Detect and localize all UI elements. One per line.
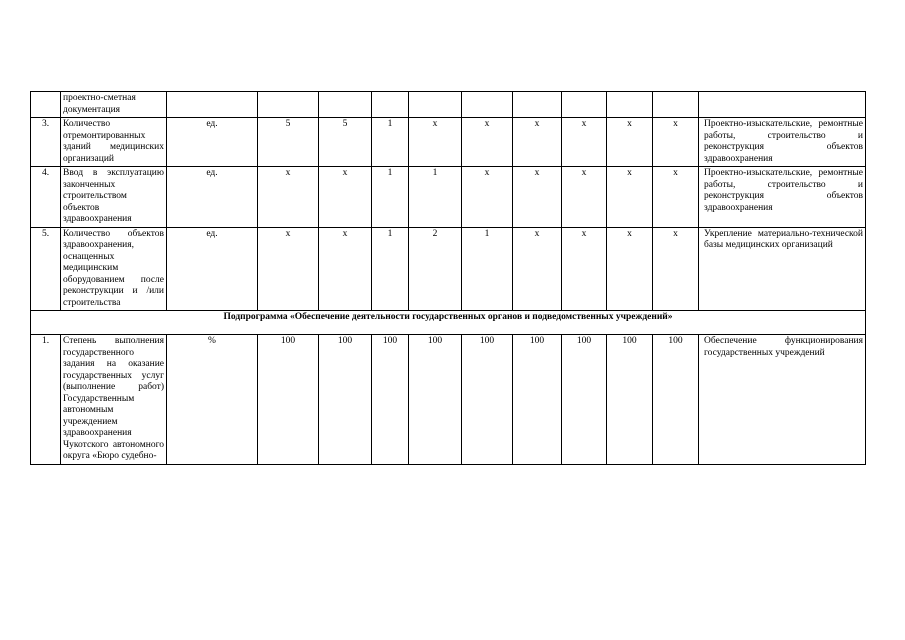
value-cell: х (513, 227, 562, 311)
value-cell (258, 92, 319, 118)
value-cell: х (607, 227, 653, 311)
value-cell: 100 (409, 335, 462, 465)
table-row (31, 167, 866, 228)
indicators-table (30, 91, 866, 465)
indicator-name: Степень выполнения государственного задания на оказание государственных услуг (выполнение работ) Государственным автономным учреждением здравоохранения Чукотского автономного округа «Бюро судебно- (61, 335, 167, 465)
value-cell: 1 (372, 227, 409, 311)
value-cell: 100 (607, 335, 653, 465)
value-cell: х (607, 118, 653, 167)
value-cell: 100 (562, 335, 607, 465)
note-cell: Обеспечение функционирования государственных учреждений (699, 335, 866, 465)
value-cell: 100 (513, 335, 562, 465)
value-cell: х (653, 167, 699, 228)
value-cell (513, 92, 562, 118)
value-cell: 100 (319, 335, 372, 465)
value-cell: х (513, 118, 562, 167)
subprogram-title: Подпрограмма «Обеспечение деятельности государственных органов и подведомственных учреждений» (31, 311, 866, 335)
table-row (31, 335, 866, 465)
value-cell: 5 (319, 118, 372, 167)
value-cell: х (513, 167, 562, 228)
value-cell: х (409, 118, 462, 167)
note-cell: Проектно-изыскательские, ремонтные работы, строительство и реконструкция объектов здравоохранения (699, 167, 866, 228)
value-cell: 1 (372, 167, 409, 228)
table-row (31, 92, 866, 118)
table-row (31, 227, 866, 311)
unit-cell (167, 92, 258, 118)
subprogram-row (31, 311, 866, 335)
value-cell: х (562, 227, 607, 311)
unit-cell: ед. (167, 118, 258, 167)
unit-cell: % (167, 335, 258, 465)
value-cell (372, 92, 409, 118)
value-cell: 100 (258, 335, 319, 465)
value-cell (409, 92, 462, 118)
value-cell: х (462, 118, 513, 167)
row-number: 3. (31, 118, 61, 167)
value-cell: х (319, 167, 372, 228)
value-cell: х (562, 118, 607, 167)
value-cell: 1 (462, 227, 513, 311)
note-cell (699, 92, 866, 118)
indicator-name: Количество отремонтированных зданий медицинских организаций (61, 118, 167, 167)
row-number (31, 92, 61, 118)
value-cell: х (319, 227, 372, 311)
unit-cell: ед. (167, 167, 258, 228)
value-cell: 5 (258, 118, 319, 167)
value-cell (319, 92, 372, 118)
row-number: 5. (31, 227, 61, 311)
value-cell (653, 92, 699, 118)
indicator-name: Ввод в эксплуатацию законченных строительством объектов здравоохранения (61, 167, 167, 228)
value-cell: х (653, 227, 699, 311)
value-cell: х (562, 167, 607, 228)
note-cell: Проектно-изыскательские, ремонтные работы, строительство и реконструкция объектов здравоохранения (699, 118, 866, 167)
value-cell: х (607, 167, 653, 228)
value-cell (562, 92, 607, 118)
value-cell: х (653, 118, 699, 167)
row-number: 1. (31, 335, 61, 465)
indicator-name: Количество объектов здравоохранения, оснащенных медицинским оборудованием после реконструкции и /или строительства (61, 227, 167, 311)
value-cell: 100 (462, 335, 513, 465)
value-cell: х (258, 167, 319, 228)
value-cell: 1 (409, 167, 462, 228)
value-cell: 1 (372, 118, 409, 167)
value-cell: 100 (372, 335, 409, 465)
note-cell: Укрепление материально-технической базы медицинских организаций (699, 227, 866, 311)
indicator-name: проектно-сметная документация (61, 92, 167, 118)
table-row (31, 118, 866, 167)
row-number: 4. (31, 167, 61, 228)
unit-cell: ед. (167, 227, 258, 311)
value-cell: х (462, 167, 513, 228)
value-cell: 100 (653, 335, 699, 465)
value-cell (607, 92, 653, 118)
value-cell (462, 92, 513, 118)
value-cell: 2 (409, 227, 462, 311)
value-cell: х (258, 227, 319, 311)
